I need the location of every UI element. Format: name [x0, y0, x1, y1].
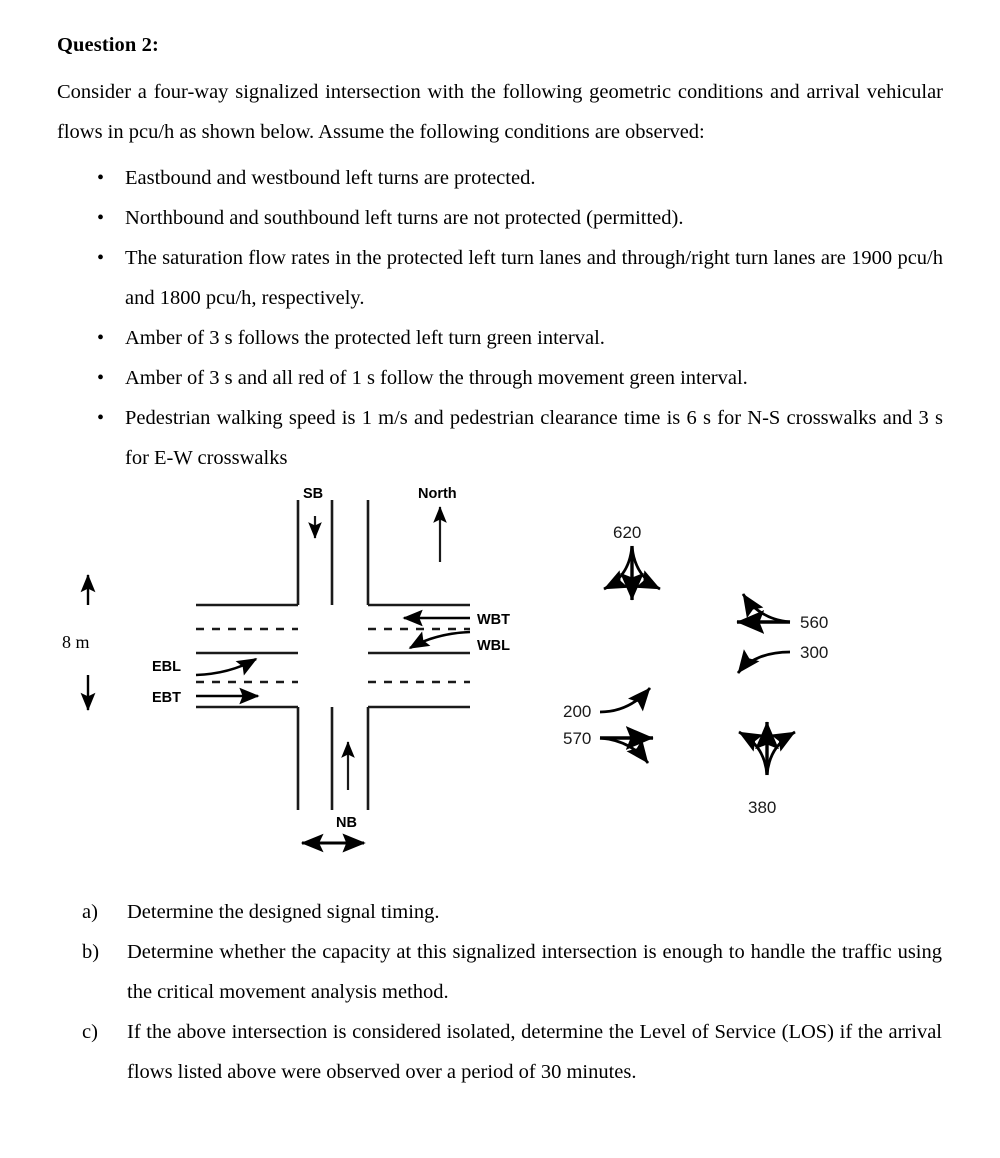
north-label: North: [418, 486, 457, 502]
ebt-label: EBT: [152, 690, 181, 706]
nb-label: NB: [336, 815, 357, 831]
flow-value-westbound-left: 300: [800, 643, 829, 662]
flow-value-northbound: 380: [748, 798, 777, 817]
lane-dashes: [196, 629, 470, 682]
condition-item: • Amber of 3 s follows the protected left turn green interval.: [57, 318, 943, 358]
page-title: Question 2:: [57, 34, 159, 56]
flow-group-northbound: [739, 722, 795, 817]
question-part-text: If the above intersection is considered isolated, determine the Level of Service (LOS) if the arrival flows listed above were observed over a period of 30 minutes.: [127, 1021, 942, 1083]
question-part: [82, 1012, 942, 1092]
condition-item: • Pedestrian walking speed is 1 m/s and pedestrian clearance time is 6 s for N-S crosswalks and 3 s for E-W crosswalks: [57, 398, 943, 478]
road-edges: [196, 500, 470, 810]
intersection-diagram: [0, 470, 1000, 870]
intro-paragraph: Consider a four-way signalized intersection with the following geometric conditions and arrival vehicular flows in pcu/h as shown below. Assume the following conditions are observed:: [57, 80, 943, 143]
approach-width-label: 8 m: [62, 632, 90, 652]
document-text-block: [57, 30, 943, 478]
condition-item: • Northbound and southbound left turns are not protected (permitted).: [57, 198, 943, 238]
question-part-text: Determine the designed signal timing.: [127, 901, 440, 923]
question-part-marker: b): [82, 941, 100, 963]
wbl-movement-arrow: [410, 632, 470, 648]
wbt-label: WBT: [477, 612, 511, 628]
sb-label: SB: [303, 486, 324, 502]
flow-group-westbound: [737, 594, 828, 673]
flow-group-southbound: [604, 523, 660, 600]
flow-value-eastbound-left: 200: [563, 702, 592, 721]
conditions-list: [57, 158, 943, 478]
wbl-label: WBL: [477, 638, 511, 654]
question-part-marker: c): [82, 1021, 98, 1043]
flow-value-westbound-through: 560: [800, 613, 829, 632]
question-part-text: Determine whether the capacity at this signalized intersection is enough to handle the traffic using the critical movement analysis method.: [127, 941, 942, 1003]
condition-item: • The saturation flow rates in the protected left turn lanes and through/right turn lanes are 1900 pcu/h and 1800 pcu/h, respectively.: [57, 238, 943, 318]
flow-value-eastbound-through: 570: [563, 729, 592, 748]
condition-item: • Eastbound and westbound left turns are protected.: [57, 158, 943, 198]
flow-group-eastbound: [563, 688, 653, 763]
flow-value-southbound: 620: [613, 523, 642, 542]
condition-item: • Amber of 3 s and all red of 1 s follow the through movement green interval.: [57, 358, 943, 398]
ebl-movement-arrow: [196, 659, 256, 675]
questions-list: [82, 892, 942, 1092]
ebl-label: EBL: [152, 659, 181, 675]
question-part: [82, 932, 942, 1012]
question-part: [82, 892, 942, 932]
question-part-marker: a): [82, 901, 98, 923]
